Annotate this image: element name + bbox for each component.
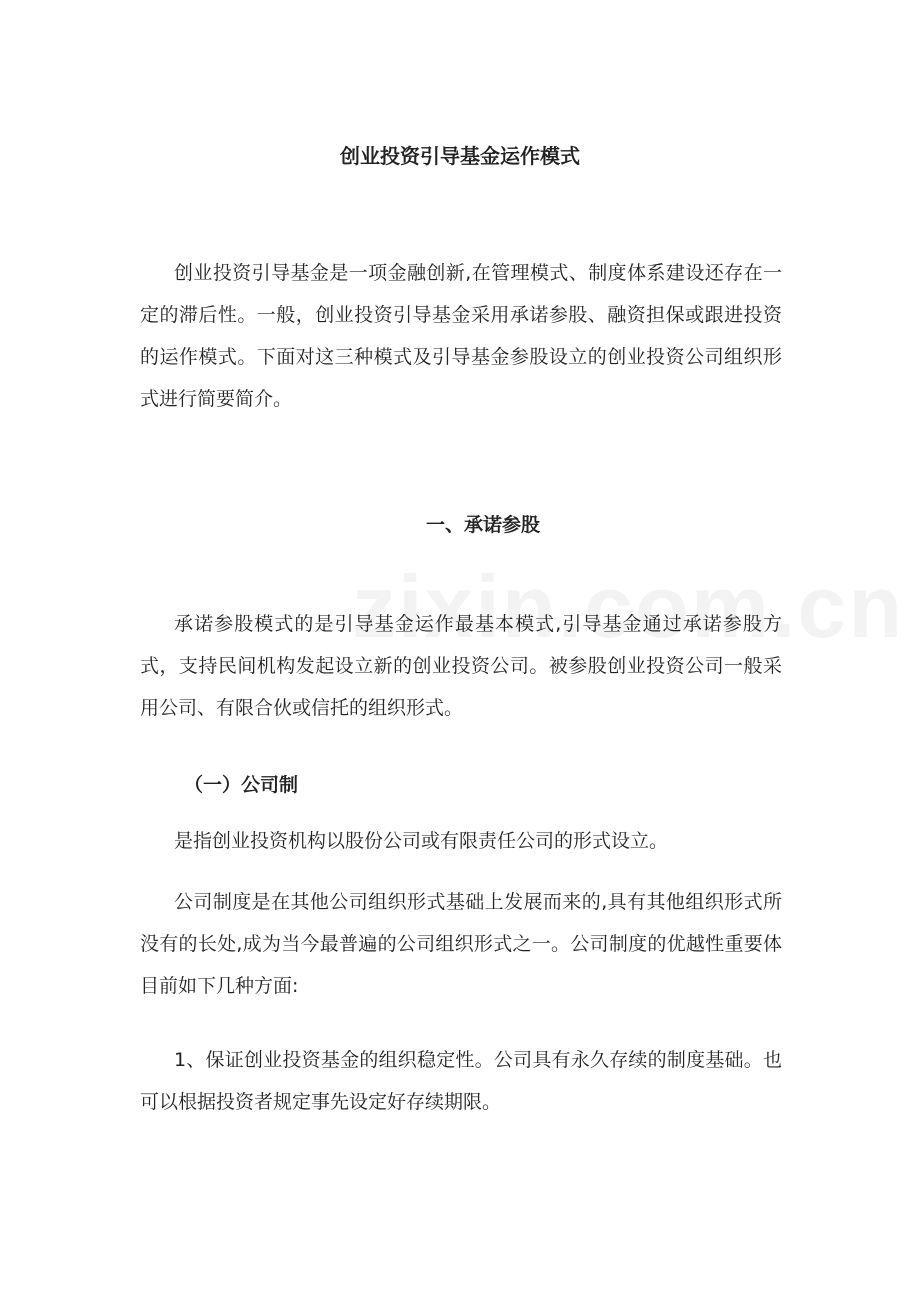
company-definition-paragraph: 是指创业投资机构以股份公司或有限责任公司的形式设立。 — [174, 830, 669, 852]
section-heading-commitment: 一、承诺参股 — [425, 514, 540, 536]
subsection-heading-company: （一）公司制 — [184, 774, 299, 796]
document-title: 创业投资引导基金运作模式 — [340, 144, 580, 168]
intro-paragraph: 创业投资引导基金是一项金融创新,在管理模式、制度体系建设还存在一定的滞后性。一般，创业投资引导基金采用承诺参股、融资担保或跟进投资的运作模式。下面对这三种模式及引导基金参股设立的创业投资公司组织形式进行简要简介。 — [140, 262, 782, 410]
point-1-paragraph: 1、保证创业投资基金的组织稳定性。公司具有永久存续的制度基础。也可以根据投资者规定事先设定好存续期限。 — [140, 1049, 782, 1113]
section1-paragraph: 承诺参股模式的是引导基金运作最基本模式,引导基金通过承诺参股方式，支持民间机构发起设立新的创业投资公司。被参股创业投资公司一般采用公司、有限合伙或信托的组织形式。 — [140, 613, 782, 719]
company-advantage-paragraph: 公司制度是在其他公司组织形式基础上发展而来的,具有其他组织形式所没有的长处,成为当今最普遍的公司组织形式之一。公司制度的优越性重要体目前如下几种方面: — [140, 891, 782, 997]
